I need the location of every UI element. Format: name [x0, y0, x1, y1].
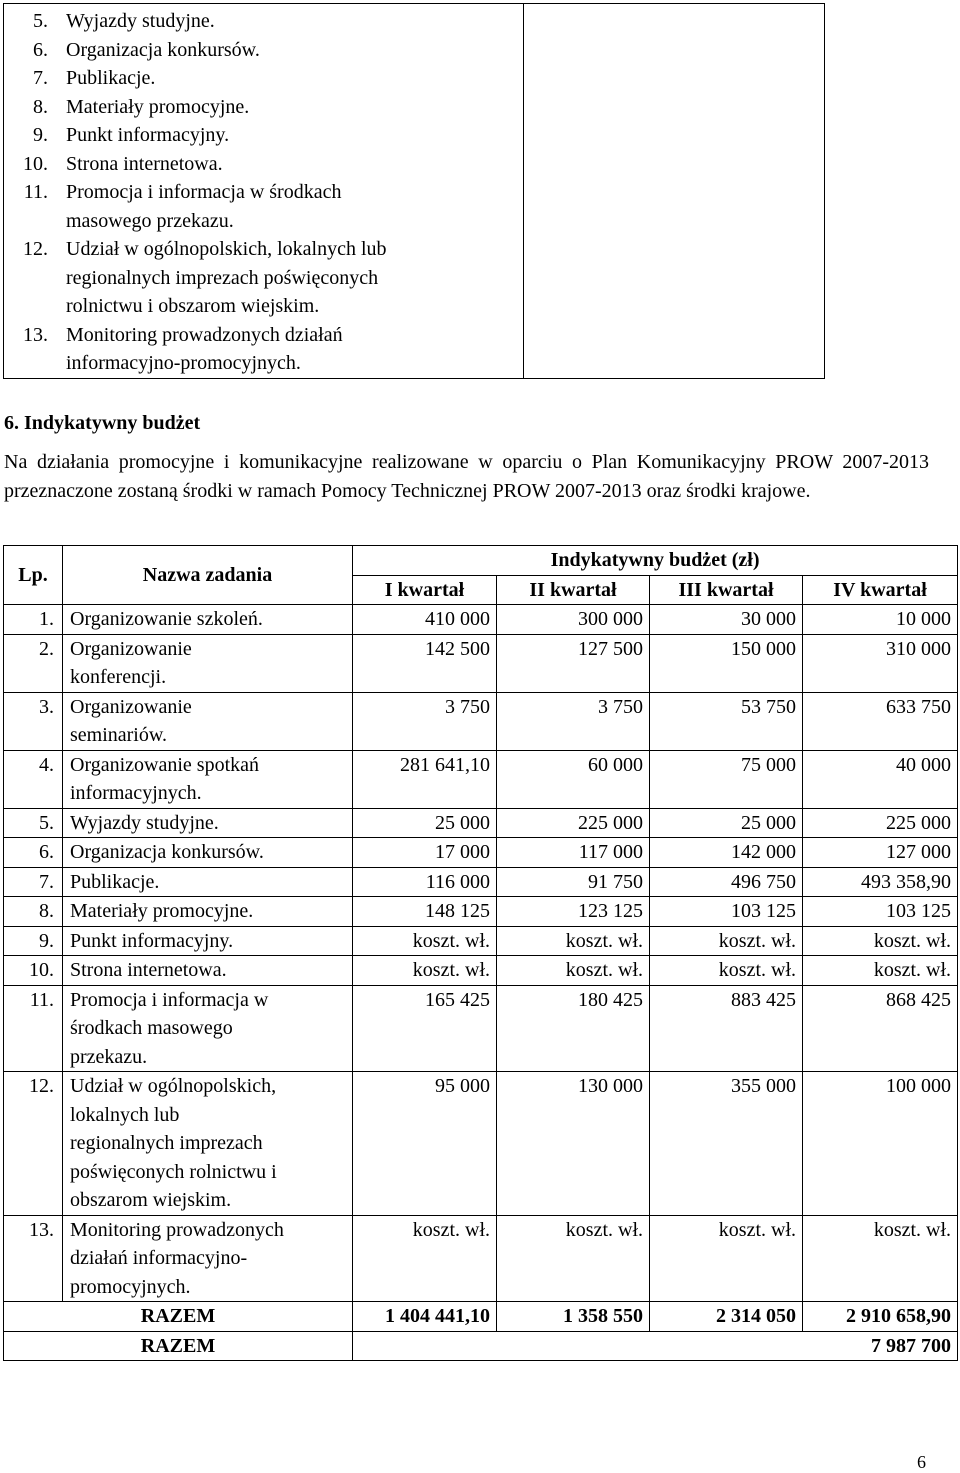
row-quarter-value: koszt. wł. — [497, 926, 650, 956]
row-quarter-value: koszt. wł. — [353, 956, 497, 986]
task-name-line: Udział w ogólnopolskich, — [70, 1075, 277, 1097]
row-quarter-value: 116 000 — [353, 867, 497, 897]
table-row — [4, 926, 958, 956]
row-quarter-value: 281 641,10 — [353, 750, 497, 808]
list-item-line: Udział w ogólnopolskich, lokalnych lub — [66, 238, 387, 260]
task-name-line: Organizowanie — [70, 637, 192, 660]
row-quarter-value: 165 425 — [353, 985, 497, 1072]
row-task-name — [63, 926, 353, 956]
row-quarter-value: 633 750 — [803, 692, 958, 750]
total-label: RAZEM — [4, 1302, 353, 1332]
header-quarter-4: IV kwartał — [803, 575, 958, 605]
row-quarter-value: 40 000 — [803, 750, 958, 808]
list-item-text — [66, 150, 523, 179]
task-name-line: Monitoring prowadzonych — [70, 1218, 284, 1241]
row-task-name — [63, 1072, 353, 1216]
task-name-line: działań informacyjno- — [70, 1247, 248, 1269]
row-quarter-value: 142 000 — [650, 838, 803, 868]
row-task-name — [63, 1215, 353, 1302]
task-name-line: Strona internetowa. — [70, 959, 227, 981]
list-item-line: informacyjno-promocyjnych. — [66, 352, 301, 374]
total-value: 2 910 658,90 — [803, 1302, 958, 1332]
continued-task-list — [4, 7, 523, 378]
list-item-text — [66, 93, 523, 122]
row-lp: 7. — [4, 867, 63, 897]
row-quarter-value: 225 000 — [497, 808, 650, 838]
list-item-line: Strona internetowa. — [66, 152, 223, 175]
section-paragraph: Na działania promocyjne i komunikacyjne realizowane w oparciu o Plan Komunikacyjny PROW 2007-2013 przeznaczone zostaną środki w ramach Pomocy Technicznej PROW 2007-2013 oraz środki krajowe. — [4, 451, 929, 502]
row-quarter-value: koszt. wł. — [650, 956, 803, 986]
row-quarter-value: 410 000 — [353, 605, 497, 635]
list-item-text — [66, 178, 523, 235]
list-item-number: 13. — [23, 323, 48, 346]
list-item — [4, 121, 523, 150]
list-item-line: Materiały promocyjne. — [66, 95, 250, 118]
list-item-line: Monitoring prowadzonych działań — [66, 323, 343, 346]
row-quarter-value: 496 750 — [650, 867, 803, 897]
list-item — [4, 36, 523, 65]
row-quarter-value: 868 425 — [803, 985, 958, 1072]
task-name-line: środkach masowego — [70, 1017, 233, 1039]
row-task-name — [63, 634, 353, 692]
table-row — [4, 867, 958, 897]
task-name-line: Organizacja konkursów. — [70, 841, 264, 863]
table-row — [4, 838, 958, 868]
row-quarter-value: 150 000 — [650, 634, 803, 692]
list-item-line: Wyjazdy studyjne. — [66, 10, 215, 32]
budget-table — [3, 545, 958, 1361]
row-quarter-value: 3 750 — [353, 692, 497, 750]
list-item-number: 11. — [23, 181, 48, 203]
table-row — [4, 985, 958, 1072]
row-task-name — [63, 838, 353, 868]
table-row — [4, 1215, 958, 1302]
row-quarter-value: koszt. wł. — [353, 1215, 497, 1302]
table-row — [4, 897, 958, 927]
header-budget: Indykatywny budżet (zł) — [353, 546, 958, 576]
row-quarter-value: 355 000 — [650, 1072, 803, 1216]
header-quarter-3: III kwartał — [650, 575, 803, 605]
list-item-number: 12. — [23, 238, 48, 260]
list-item — [4, 235, 523, 321]
list-item-line: Promocja i informacja w środkach — [66, 181, 342, 203]
row-quarter-value: koszt. wł. — [497, 1215, 650, 1302]
row-lp: 10. — [4, 956, 63, 986]
section-heading: 6. Indykatywny budżet — [4, 412, 201, 434]
row-quarter-value: 3 750 — [497, 692, 650, 750]
list-item-line: regionalnych imprezach poświęconych — [66, 266, 379, 289]
row-quarter-value: 75 000 — [650, 750, 803, 808]
grand-total-row — [4, 1331, 958, 1361]
header-task-name: Nazwa zadania — [63, 546, 353, 605]
row-quarter-value: 17 000 — [353, 838, 497, 868]
list-item-number: 6. — [33, 38, 48, 61]
task-name-line: Organizowanie spotkań — [70, 753, 260, 776]
list-item — [4, 93, 523, 122]
task-name-line: Publikacje. — [70, 870, 160, 893]
task-name-line: promocyjnych. — [70, 1275, 191, 1298]
task-name-line: poświęconych rolnictwu i — [70, 1160, 277, 1183]
continued-task-table — [3, 3, 825, 379]
row-task-name — [63, 897, 353, 927]
list-item — [4, 178, 523, 235]
row-task-name — [63, 692, 353, 750]
row-quarter-value: 883 425 — [650, 985, 803, 1072]
list-item-line: Organizacja konkursów. — [66, 38, 260, 61]
list-item-line: rolnictwu i obszarom wiejskim. — [66, 295, 320, 317]
task-name-line: regionalnych imprezach — [70, 1132, 263, 1154]
row-quarter-value: 127 000 — [803, 838, 958, 868]
row-quarter-value: 25 000 — [650, 808, 803, 838]
row-quarter-value: 493 358,90 — [803, 867, 958, 897]
task-name-line: Organizowanie — [70, 695, 192, 718]
list-item — [4, 150, 523, 179]
row-task-name — [63, 985, 353, 1072]
row-task-name — [63, 956, 353, 986]
task-name-line: Wyjazdy studyjne. — [70, 811, 219, 834]
row-lp: 13. — [4, 1215, 63, 1302]
row-quarter-value: 25 000 — [353, 808, 497, 838]
row-quarter-value: koszt. wł. — [803, 1215, 958, 1302]
list-item — [4, 7, 523, 36]
row-lp: 5. — [4, 808, 63, 838]
row-quarter-value: 91 750 — [497, 867, 650, 897]
list-item-number: 5. — [33, 10, 48, 32]
row-task-name — [63, 808, 353, 838]
grand-total-value: 7 987 700 — [353, 1331, 958, 1361]
row-task-name — [63, 750, 353, 808]
total-row-quarters — [4, 1302, 958, 1332]
list-item-number: 9. — [33, 124, 48, 146]
row-quarter-value: 127 500 — [497, 634, 650, 692]
table-row — [4, 750, 958, 808]
row-quarter-value: 300 000 — [497, 605, 650, 635]
task-name-line: informacyjnych. — [70, 782, 202, 804]
row-quarter-value: 148 125 — [353, 897, 497, 927]
row-quarter-value: 100 000 — [803, 1072, 958, 1216]
page-number: 6 — [917, 1452, 926, 1472]
row-lp: 11. — [4, 985, 63, 1072]
row-lp: 6. — [4, 838, 63, 868]
list-item-number: 10. — [23, 152, 48, 175]
row-task-name — [63, 867, 353, 897]
task-name-line: seminariów. — [70, 724, 168, 746]
list-item-text — [66, 321, 523, 378]
row-lp: 1. — [4, 605, 63, 635]
row-quarter-value: 180 425 — [497, 985, 650, 1072]
row-lp: 8. — [4, 897, 63, 927]
row-quarter-value: 123 125 — [497, 897, 650, 927]
row-task-name — [63, 605, 353, 635]
list-item — [4, 321, 523, 378]
row-quarter-value: koszt. wł. — [803, 926, 958, 956]
row-quarter-value: koszt. wł. — [650, 926, 803, 956]
task-name-line: Organizowanie szkoleń. — [70, 608, 263, 630]
table-row — [4, 634, 958, 692]
row-quarter-value: koszt. wł. — [353, 926, 497, 956]
row-lp: 3. — [4, 692, 63, 750]
list-item-text — [66, 121, 523, 150]
row-quarter-value: 310 000 — [803, 634, 958, 692]
total-value: 1 358 550 — [497, 1302, 650, 1332]
task-name-line: obszarom wiejskim. — [70, 1189, 232, 1211]
header-lp: Lp. — [4, 546, 63, 605]
table-row — [4, 1072, 958, 1216]
row-quarter-value: 142 500 — [353, 634, 497, 692]
list-item-line: Publikacje. — [66, 67, 156, 89]
row-quarter-value: 60 000 — [497, 750, 650, 808]
row-quarter-value: 117 000 — [497, 838, 650, 868]
list-item-number: 7. — [33, 67, 48, 89]
row-quarter-value: koszt. wł. — [497, 956, 650, 986]
task-name-line: lokalnych lub — [70, 1103, 180, 1126]
row-lp: 2. — [4, 634, 63, 692]
row-quarter-value: 103 125 — [650, 897, 803, 927]
task-name-line: Punkt informacyjny. — [70, 929, 234, 952]
task-name-line: Promocja i informacja w — [70, 988, 269, 1011]
row-quarter-value: 30 000 — [650, 605, 803, 635]
row-lp: 12. — [4, 1072, 63, 1216]
list-item-line: masowego przekazu. — [66, 209, 234, 232]
row-lp: 4. — [4, 750, 63, 808]
list-item — [4, 64, 523, 93]
row-lp: 9. — [4, 926, 63, 956]
list-item-number: 8. — [33, 95, 48, 118]
task-name-line: konferencji. — [70, 666, 167, 688]
list-item-text — [66, 7, 523, 36]
total-value: 2 314 050 — [650, 1302, 803, 1332]
task-name-line: przekazu. — [70, 1045, 148, 1068]
table-column-divider — [523, 4, 524, 378]
header-quarter-1: I kwartał — [353, 575, 497, 605]
row-quarter-value: 10 000 — [803, 605, 958, 635]
list-item-text — [66, 64, 523, 93]
row-quarter-value: 225 000 — [803, 808, 958, 838]
table-row — [4, 956, 958, 986]
row-quarter-value: koszt. wł. — [803, 956, 958, 986]
row-quarter-value: koszt. wł. — [650, 1215, 803, 1302]
list-item-text — [66, 36, 523, 65]
row-quarter-value: 95 000 — [353, 1072, 497, 1216]
task-name-line: Materiały promocyjne. — [70, 900, 254, 922]
total-value: 1 404 441,10 — [353, 1302, 497, 1332]
list-item-text — [66, 235, 523, 321]
row-quarter-value: 130 000 — [497, 1072, 650, 1216]
row-quarter-value: 53 750 — [650, 692, 803, 750]
grand-total-label: RAZEM — [4, 1331, 353, 1361]
header-quarter-2: II kwartał — [497, 575, 650, 605]
table-row — [4, 605, 958, 635]
table-row — [4, 808, 958, 838]
table-row — [4, 692, 958, 750]
list-item-line: Punkt informacyjny. — [66, 124, 230, 146]
row-quarter-value: 103 125 — [803, 897, 958, 927]
